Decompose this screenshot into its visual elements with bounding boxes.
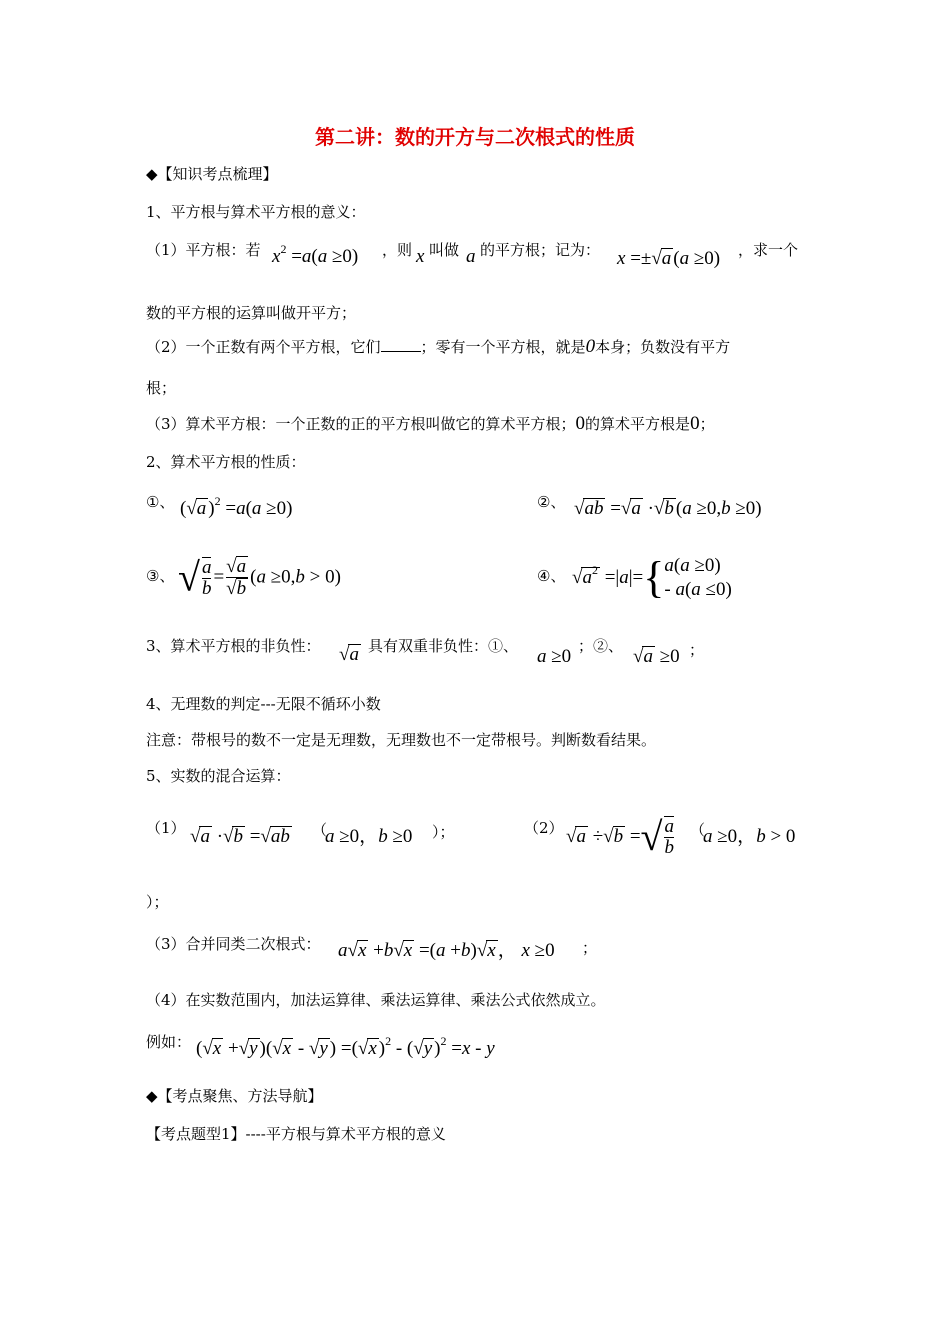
formula-root-a: √a [339, 644, 359, 665]
text-p5-4: （4）在实数范围内，加法运算律、乘法运算律、乘法公式依然成立。 [146, 991, 606, 1009]
text-example: 例如： [146, 1033, 192, 1051]
text-p1-3: （3）算术平方根：一个正数的正的平方根叫做它的算术平方根；0的算术平方根是0； [146, 413, 715, 434]
text-p5-1: （1） [146, 819, 186, 837]
formula-property-3: √ $\frac{a}{b}$ = $\frac{√a}{√b}$ (a ≥0,b > 0) [178, 554, 341, 600]
label-circle-2: ②、 [537, 493, 566, 511]
text-p3c: ；②、 [578, 637, 624, 655]
label-circle-1: ①、 [146, 493, 175, 511]
var-x: x [416, 246, 425, 267]
text-topic-1: 【考点题型1】----平方根与算术平方根的意义 [146, 1125, 446, 1143]
page-title: 第二讲：数的开方与二次根式的性质 [315, 125, 635, 149]
heading-mixed-operations: 5、实数的混合运算： [146, 767, 291, 785]
text-p3a: 3、算术平方根的非负性： [146, 637, 321, 655]
var-a: a [466, 246, 476, 267]
heading-properties: 2、算术平方根的性质： [146, 453, 306, 471]
text-p5-2: （2） [524, 819, 564, 837]
paren-open-2: （ [690, 823, 706, 839]
text-p5-3b: ； [582, 939, 598, 957]
text-p5-2c: ）； [146, 893, 169, 911]
formula-root-a-nonneg: √a ≥0 [633, 646, 680, 667]
text-p1-1a: （1）平方根：若 [146, 241, 261, 259]
text-p1-1c: 叫做 [429, 241, 460, 259]
text-p1-1e: ，求一个 [738, 241, 799, 259]
text-p1-2a: （2）一个正数有两个平方根，它们 ；零有一个平方根，就是0本身；负数没有平方 [146, 336, 731, 357]
formula-cond-1: a ≥0，b ≥0 [325, 826, 413, 847]
text-irrational: 4、无理数的判定---无限不循环小数 [146, 695, 381, 713]
section-heading-methods: ◆【考点聚焦、方法导航】 [146, 1087, 323, 1105]
text-p1-2d: 根； [146, 379, 177, 397]
formula-cond-2: a ≥0，b > 0 [703, 826, 796, 847]
heading-square-root-meaning: 1、平方根与算术平方根的意义： [146, 203, 366, 221]
text-p3d: ； [689, 641, 705, 659]
text-p3b: 具有双重非负性：①、 [368, 637, 519, 655]
formula-plus-minus-root: x =±√a (a ≥0) [617, 248, 721, 269]
label-circle-4: ④、 [537, 567, 566, 585]
formula-x-squared: $x^2 =a(a \ge 0)$ [272, 242, 359, 267]
formula-a-nonneg: a ≥0 [537, 646, 572, 667]
label-circle-3: ③、 [146, 567, 175, 585]
formula-example: (√x +√y )(√x - √y ) =(√x )$^2$ - (√y )$^2$ =x - y [196, 1034, 495, 1059]
text-p1-1b: ，则 [382, 241, 413, 259]
fill-blank [381, 337, 421, 352]
text-p1-1d: 的平方根；记为： [480, 241, 601, 259]
formula-combine-like: a√x +b√x =(a +b)√x ， x ≥0 [338, 940, 555, 961]
section-heading-knowledge: ◆【知识考点梳理】 [146, 165, 278, 183]
text-p5-3: （3）合并同类二次根式： [146, 935, 321, 953]
text-note: 注意：带根号的数不一定是无理数，无理数也不一定带根号。判断数看结果。 [146, 731, 657, 749]
formula-divide-roots: √a ÷√b =√ $\frac{a}{b}$ [566, 814, 674, 859]
formula-property-4: $√a^2 =|a|=${ a(a ≥0) - a(a ≤0) [572, 553, 732, 602]
text-p1-1f: 数的平方根的运算叫做开平方； [146, 304, 357, 322]
formula-property-2: √ab =√a ·√b (a ≥0,b ≥0) [574, 498, 762, 519]
formula-multiply-roots: √a ·√b =√ab [190, 826, 290, 847]
formula-property-1: (√a )$^2$ =a(a ≥0) [180, 494, 293, 519]
text-p5-1b: ）； [432, 823, 455, 841]
paren-open-1: （ [312, 823, 328, 839]
